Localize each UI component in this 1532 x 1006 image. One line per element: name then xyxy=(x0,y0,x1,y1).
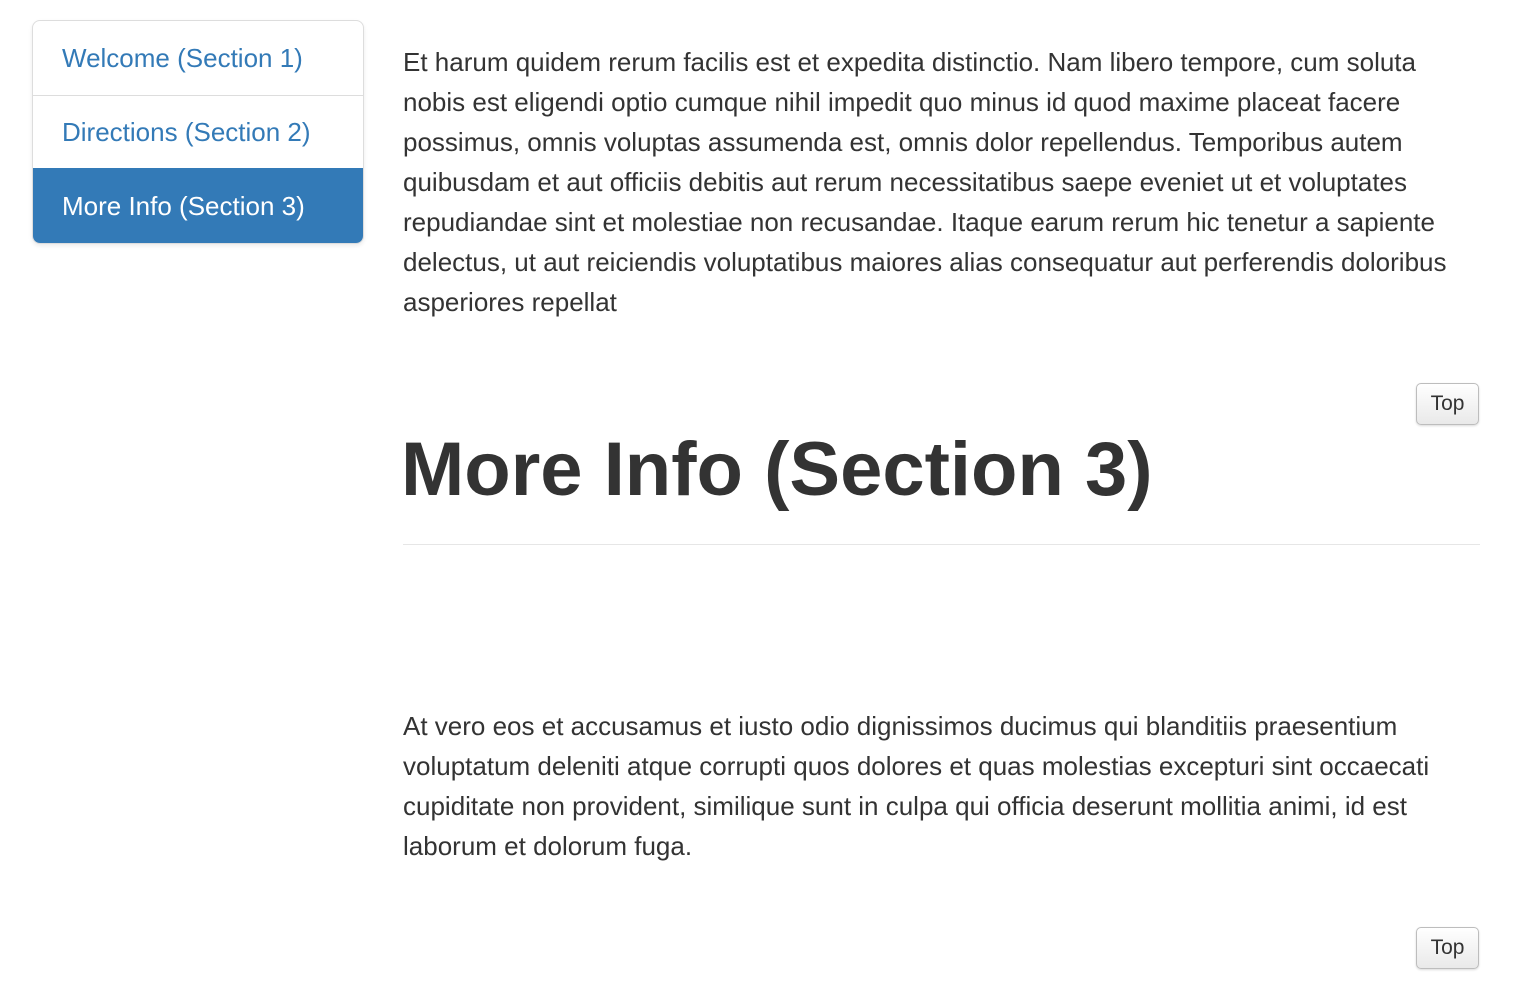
heading-divider xyxy=(403,544,1480,545)
section-3-heading: More Info (Section 3) xyxy=(401,427,1153,512)
sidebar-item-directions[interactable]: Directions (Section 2) xyxy=(33,95,363,168)
top-button[interactable]: Top xyxy=(1416,383,1479,425)
section-2-paragraph: Et harum quidem rerum facilis est et expedita distinctio. Nam libero tempore, cum soluta nobis est eligendi optio cumque nihil impedit quo minus id quod maxime placeat facere possimus, omnis voluptas assumenda est, omnis dolor repellendus. Temporibus autem quibusdam et aut officiis debitis aut rerum necessitatibus saepe eveniet ut et voluptates repudiandae sint et molestiae non recusandae. Itaque earum rerum hic tenetur a sapiente delectus, ut aut reiciendis voluptatibus maiores alias consequatur aut perferendis doloribus asperiores repellat xyxy=(403,47,1447,317)
section-3-paragraph: At vero eos et accusamus et iusto odio dignissimos ducimus qui blanditiis praesentium voluptatum deleniti atque corrupti quos dolores et quas molestias excepturi sint occaecati cupiditate non provident, similique sunt in culpa qui officia deserunt mollitia animi, id est laborum et dolorum fuga. xyxy=(403,711,1430,861)
sidebar-nav xyxy=(32,20,364,244)
top-button[interactable]: Top xyxy=(1416,927,1479,969)
sidebar-item-more-info[interactable]: More Info (Section 3) xyxy=(33,168,363,243)
sidebar-item-welcome[interactable]: Welcome (Section 1) xyxy=(62,43,303,73)
